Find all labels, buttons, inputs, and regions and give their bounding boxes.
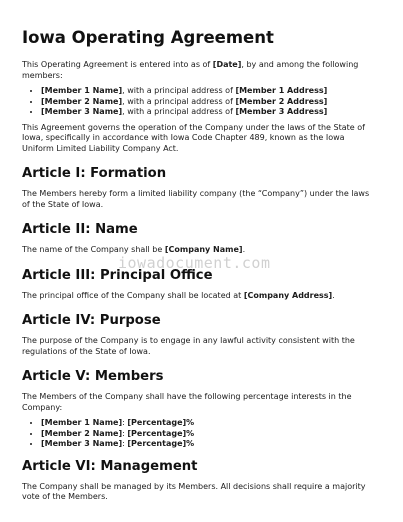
member-address: [Member 2 Address] [235,96,328,106]
governs-paragraph: This Agreement governs the operation of the Company under the laws of the State of Iowa, specifically in accordance with Iowa Code Chapter 489, known as the Iowa Uniform Limited Liability Company Act. [22,122,365,153]
member-name: [Member 1 Name] [41,418,123,427]
list-item: • [Member 3 Name], with a principal address of [Member 3 Address] [41,107,377,118]
member-name: [Member 3 Name] [41,439,123,448]
page-title: Iowa Operating Agreement [22,28,274,47]
intro-paragraph [22,60,377,81]
member-name: [Member 3 Name] [41,107,123,116]
article4-text: The purpose of the Company is to engage in any lawful activity consistent with the regulations of the State of Iowa. [22,336,355,356]
list-item: • [Member 1 Name]: [Percentage]% [41,418,377,429]
watermark: iowadocument.com [118,254,271,272]
percentage-placeholder: [Percentage]% [127,428,195,438]
article5-heading: Article V: Members [22,369,164,384]
member-name: [Member 1 Name] [41,86,123,95]
article3-heading: Article III: Principal Office [22,267,213,283]
article6-heading: Article VI: Management [22,458,198,474]
company-address-placeholder: [Company Address] [243,290,333,300]
intro-text-end: , by and among the following members: [22,60,359,80]
article1-heading: Article I: Formation [22,166,167,181]
article3-text: The principal office of the Company shall be located at [Company Address]. [22,290,335,300]
percentage-placeholder: [Percentage]% [127,439,195,448]
member-name: [Member 2 Name] [41,428,123,438]
article5-text: The Members of the Company shall have the following percentage interests in the Company: [22,392,352,412]
article6-text: The Company shall be managed by its Members. All decisions shall require a majority vote of the Members. [22,481,366,501]
list-item: • [Member 2 Name], with a principal address of [Member 2 Address] [41,97,377,108]
article2-text: The name of the Company shall be [Company Name]. [22,245,246,254]
member-address: [Member 3 Address] [235,107,328,116]
list-item: • [Member 2 Name]: [Percentage]% [41,429,377,440]
member-name: [Member 2 Name] [41,96,123,106]
list-item: • [Member 1 Name], with a principal address of [Member 1 Address] [41,86,377,97]
date-placeholder: [Date] [212,60,242,69]
percentage-list [22,418,377,450]
member-address: [Member 1 Address] [235,86,328,95]
list-item: • [Member 3 Name]: [Percentage]% [41,439,377,450]
company-name-placeholder: [Company Name] [164,245,243,254]
article2-heading: Article II: Name [22,222,138,237]
member-address-list [22,86,377,118]
article1-text: The Members hereby form a limited liability company (the “Company”) under the laws of the State of Iowa. [22,189,370,209]
percentage-placeholder: [Percentage]% [127,418,195,427]
article4-heading: Article IV: Purpose [22,313,161,328]
intro-text: This Operating Agreement is entered into as of [22,60,213,69]
